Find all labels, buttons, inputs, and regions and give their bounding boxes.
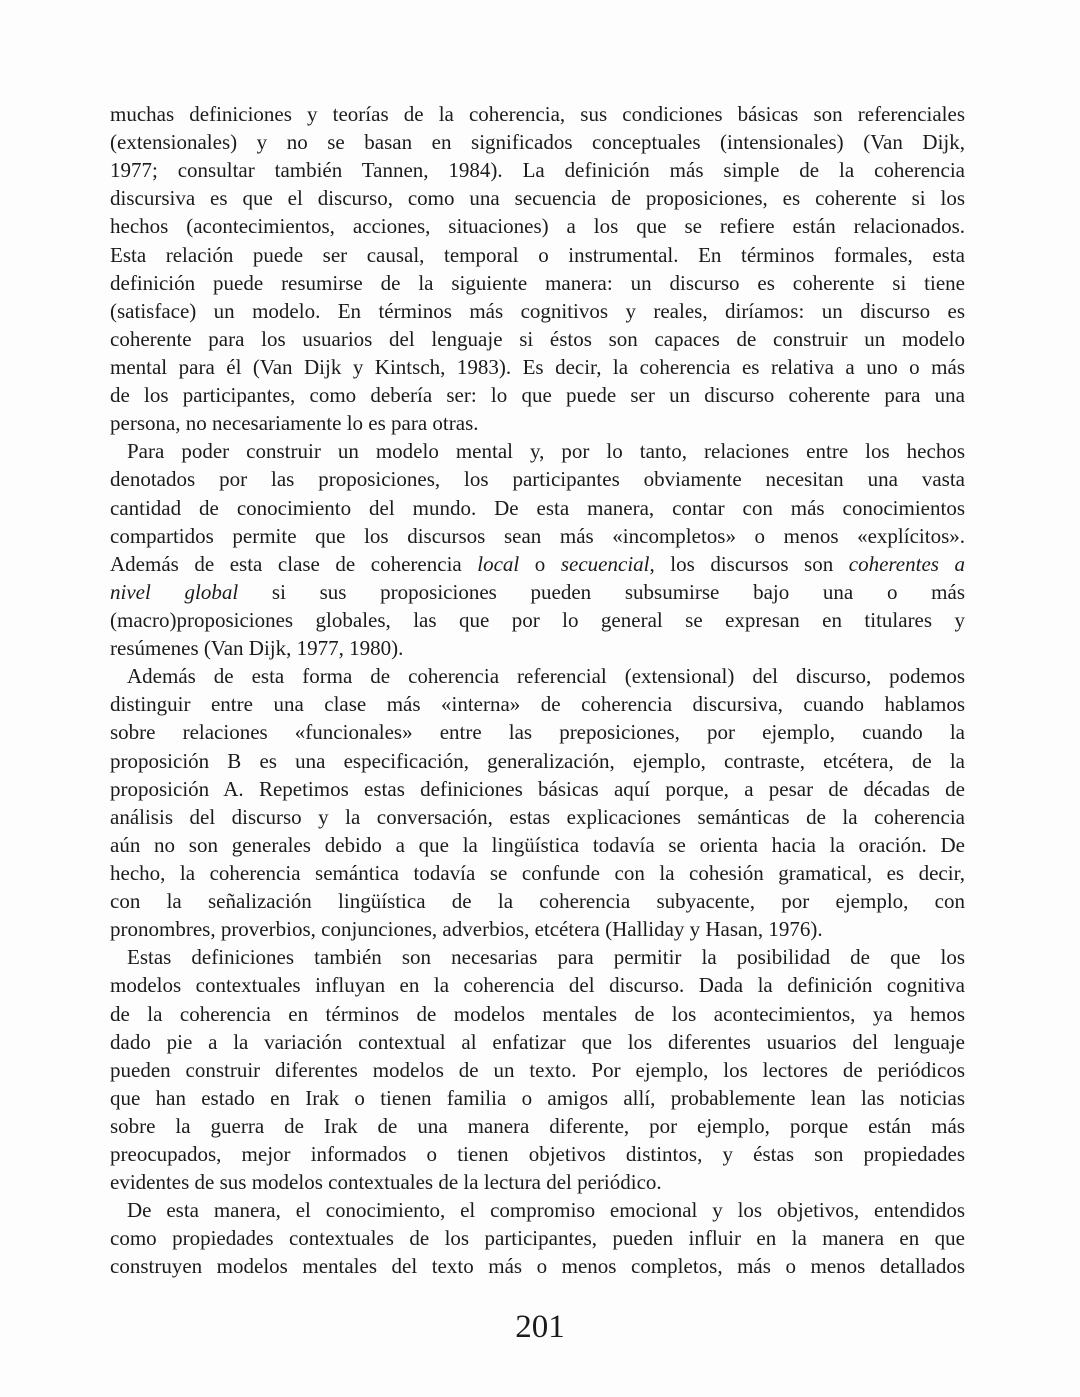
paragraph <box>110 437 965 662</box>
paragraph <box>110 100 965 437</box>
text-line <box>110 859 965 887</box>
text-segment: Estas definiciones también son necesarias para permitir la posibilidad de que los <box>127 945 965 970</box>
text-segment: , los discursos son <box>649 551 849 576</box>
text-segment: como propiedades contextuales de los participantes, pueden influir en la manera en que <box>110 1226 965 1251</box>
text-segment: denotados por las proposiciones, los participantes obviamente necesitan una vasta <box>110 467 965 492</box>
text-segment: Para poder construir un modelo mental y, por lo tanto, relaciones entre los hechos <box>127 439 965 464</box>
text-segment: o <box>519 551 561 576</box>
text-line <box>110 578 965 606</box>
text-line <box>110 100 965 128</box>
text-segment: (satisface) un modelo. En términos más cognitivos y reales, diríamos: un discurso es <box>110 298 965 323</box>
text-segment: si sus proposiciones pueden subsumirse bajo una o más <box>238 579 965 604</box>
text-line <box>110 437 965 465</box>
text-line <box>110 353 965 381</box>
italic-text-segment: coherentes a <box>848 551 965 576</box>
text-line <box>110 1028 965 1056</box>
text-segment: análisis del discurso y la conversación, estas explicaciones semánticas de la coherencia <box>110 804 965 829</box>
text-line <box>110 1168 965 1196</box>
text-line <box>110 1112 965 1140</box>
text-line <box>110 606 965 634</box>
text-segment: 1977; consultar también Tannen, 1984). La definición más simple de la coherencia <box>110 158 965 183</box>
text-segment: con la señalización lingüística de la coherencia subyacente, por ejemplo, con <box>110 889 965 914</box>
text-line <box>110 465 965 493</box>
text-segment: Además de esta clase de coherencia <box>110 551 478 576</box>
text-line <box>110 718 965 746</box>
text-line <box>110 1000 965 1028</box>
text-line <box>110 381 965 409</box>
text-line <box>110 1224 965 1252</box>
text-line <box>110 971 965 999</box>
text-line <box>110 1084 965 1112</box>
page-number: 201 <box>515 1309 565 1345</box>
text-line <box>110 550 965 578</box>
text-segment: (macro)proposiciones globales, las que por lo general se expresan en titulares y <box>110 607 965 632</box>
text-segment: sobre la guerra de Irak de una manera diferente, por ejemplo, porque están más <box>110 1113 965 1138</box>
text-line <box>110 690 965 718</box>
text-segment: pronombres, proverbios, conjunciones, adverbios, etcétera (Halliday y Hasan, 1976). <box>110 917 823 942</box>
text-line <box>110 1140 965 1168</box>
text-line <box>110 775 965 803</box>
text-segment: cantidad de conocimiento del mundo. De esta manera, contar con más conocimientos <box>110 495 965 520</box>
text-segment: distinguir entre una clase más «interna» de coherencia discursiva, cuando hablamos <box>110 692 965 717</box>
text-segment: de los participantes, como debería ser: lo que puede ser un discurso coherente para una <box>110 383 965 408</box>
text-line <box>110 128 965 156</box>
text-line <box>110 494 965 522</box>
text-segment: definición puede resumirse de la siguiente manera: un discurso es coherente si tiene <box>110 270 965 295</box>
text-line <box>110 887 965 915</box>
text-segment: De esta manera, el conocimiento, el compromiso emocional y los objetivos, entendidos <box>127 1198 965 1223</box>
paragraph <box>110 943 965 1196</box>
text-segment: de la coherencia en términos de modelos mentales de los acontecimientos, ya hemos <box>110 1001 965 1026</box>
text-line <box>110 1252 965 1280</box>
text-segment: Además de esta forma de coherencia referencial (extensional) del discurso, podemos <box>127 664 965 689</box>
text-line <box>110 662 965 690</box>
text-line <box>110 269 965 297</box>
text-line <box>110 634 965 662</box>
text-line <box>110 409 965 437</box>
text-segment: compartidos permite que los discursos sean más «incompletos» o menos «explícitos». <box>110 523 965 548</box>
text-line <box>110 943 965 971</box>
paragraph <box>110 1196 965 1280</box>
text-segment: dado pie a la variación contextual al enfatizar que los diferentes usuarios del lenguaje <box>110 1029 965 1054</box>
text-segment: proposición B es una especificación, generalización, ejemplo, contraste, etcétera, de la <box>110 748 965 773</box>
italic-text-segment: local <box>477 551 520 576</box>
text-segment: sobre relaciones «funcionales» entre las preposiciones, por ejemplo, cuando la <box>110 720 965 745</box>
text-line <box>110 803 965 831</box>
text-segment: mental para él (Van Dijk y Kintsch, 1983). Es decir, la coherencia es relativa a uno o más <box>110 354 965 379</box>
text-segment: hechos (acontecimientos, acciones, situaciones) a los que se refiere están relacionados. <box>110 214 965 239</box>
text-segment: aún no son generales debido a que la lingüística todavía se orienta hacia la oración. De <box>110 832 965 857</box>
text-line <box>110 184 965 212</box>
text-segment: muchas definiciones y teorías de la coherencia, sus condiciones básicas son referenciales <box>110 102 965 126</box>
text-line <box>110 747 965 775</box>
text-segment: persona, no necesariamente lo es para otras. <box>110 411 479 436</box>
text-segment: resúmenes (Van Dijk, 1977, 1980). <box>110 636 404 661</box>
text-segment: Esta relación puede ser causal, temporal o instrumental. En términos formales, esta <box>110 242 965 267</box>
text-segment: (extensionales) y no se basan en significados conceptuales (intensionales) (Van Dijk, <box>110 130 965 155</box>
text-segment: discursiva es que el discurso, como una secuencia de proposiciones, es coherente si los <box>110 186 965 211</box>
italic-text-segment: nivel global <box>110 579 239 604</box>
text-segment: coherente para los usuarios del lenguaje si éstos son capaces de construir un modelo <box>110 326 965 351</box>
text-line <box>110 1056 965 1084</box>
text-line <box>110 522 965 550</box>
text-line <box>110 831 965 859</box>
text-line <box>110 241 965 269</box>
text-segment: modelos contextuales influyan en la coherencia del discurso. Dada la definición cognitiva <box>110 973 965 998</box>
text-line <box>110 156 965 184</box>
text-line <box>110 212 965 240</box>
text-segment: pueden construir diferentes modelos de un texto. Por ejemplo, los lectores de periódicos <box>110 1057 965 1082</box>
text-segment: proposición A. Repetimos estas definiciones básicas aquí porque, a pesar de décadas de <box>110 776 965 801</box>
text-block <box>110 100 965 1281</box>
text-segment: que han estado en Irak o tienen familia o amigos allí, probablemente lean las noticias <box>110 1085 965 1110</box>
paragraph <box>110 662 965 943</box>
text-line <box>110 915 965 943</box>
text-line <box>110 297 965 325</box>
text-line <box>110 325 965 353</box>
text-segment: construyen modelos mentales del texto más o menos completos, más o menos detallados <box>110 1254 965 1279</box>
text-line <box>110 1196 965 1224</box>
text-segment: hecho, la coherencia semántica todavía se confunde con la cohesión gramatical, es decir, <box>110 860 965 885</box>
italic-text-segment: secuencial <box>560 551 650 576</box>
text-segment: preocupados, mejor informados o tienen objetivos distintos, y éstas son propiedades <box>110 1142 965 1167</box>
text-segment: evidentes de sus modelos contextuales de la lectura del periódico. <box>110 1170 662 1195</box>
